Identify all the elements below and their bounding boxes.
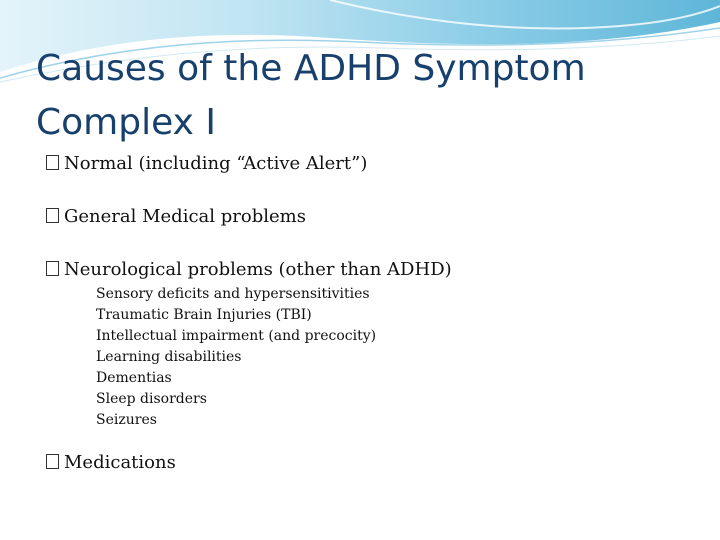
sub-item-dementias: Dementias [96, 370, 172, 386]
sub-item-sensory-deficits: Sensory deficits and hypersensitivities [96, 286, 370, 302]
bullet-box-icon [46, 155, 59, 170]
bullet-box-icon [46, 208, 59, 223]
bullet-list [46, 150, 706, 502]
sub-item-seizures: Seizures [96, 412, 157, 428]
bullet-item-general-medical [46, 203, 706, 231]
title-line-1: Causes of the ADHD Symptom [36, 48, 586, 89]
neurological-sub-list [46, 284, 706, 431]
sub-item-intellectual-impairment: Intellectual impairment (and precocity) [96, 328, 377, 344]
title-line-2: Complex I [36, 102, 216, 143]
bullet-item-medications [46, 449, 706, 477]
bullet-item-neurological [46, 256, 706, 431]
sub-item-learning-disabilities: Learning disabilities [96, 349, 242, 365]
bullet-text: Medications [64, 452, 176, 473]
slide-title [36, 42, 696, 150]
sub-item-tbi: Traumatic Brain Injuries (TBI) [96, 307, 312, 323]
bullet-text: Normal (including “Active Alert”) [64, 153, 368, 174]
sub-item-sleep-disorders: Sleep disorders [96, 391, 207, 407]
bullet-item-normal [46, 150, 706, 178]
bullet-text: General Medical problems [64, 206, 306, 227]
bullet-box-icon [46, 454, 59, 469]
bullet-box-icon [46, 261, 59, 276]
bullet-text: Neurological problems (other than ADHD) [64, 259, 452, 280]
